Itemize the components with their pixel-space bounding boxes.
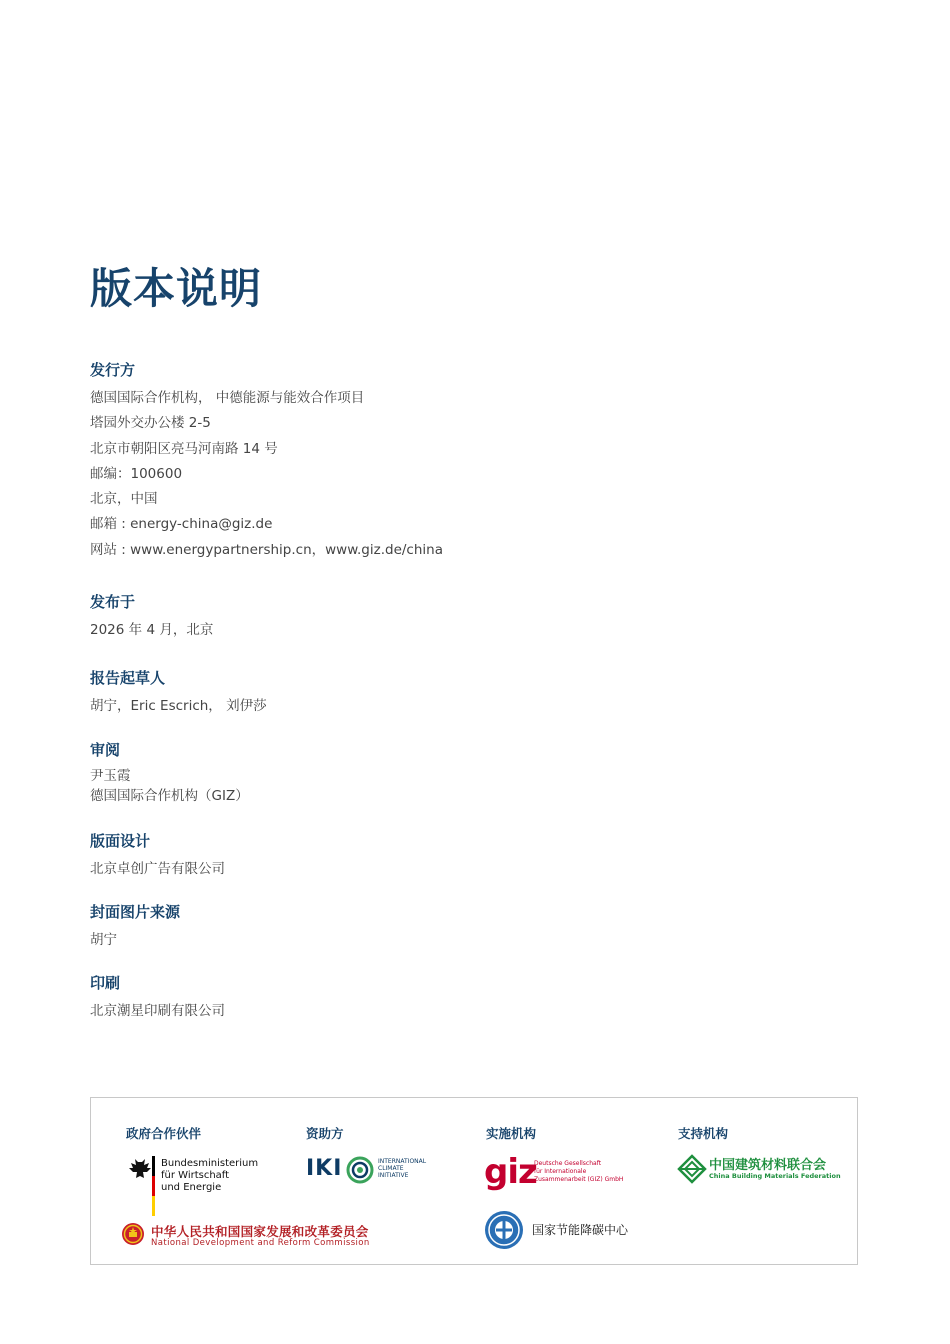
government-partner-heading: 政府合作伙伴 bbox=[126, 1126, 202, 1141]
cbmf-emblem-icon bbox=[677, 1154, 707, 1184]
iki-logo bbox=[306, 1156, 446, 1186]
publisher-website[interactable]: 网站 : www.energypartnership.cn，www.giz.de/china bbox=[90, 541, 443, 558]
funder-heading: 资助方 bbox=[306, 1126, 344, 1141]
iki-subtitle bbox=[378, 1158, 426, 1179]
ndrc-logo bbox=[121, 1222, 381, 1250]
publisher-line: 德国国际合作机构， 中德能源与能效合作项目 bbox=[90, 390, 365, 406]
giz-wordmark: giz bbox=[484, 1152, 537, 1192]
cover-credit: 胡宁 bbox=[90, 932, 117, 948]
authors-heading: 报告起草人 bbox=[90, 669, 166, 687]
publisher-line: 邮编：100600 bbox=[90, 465, 183, 482]
giz-subtitle bbox=[534, 1160, 623, 1184]
bmwk-line: Bundesministerium bbox=[161, 1158, 259, 1169]
design-company: 北京卓创广告有限公司 bbox=[90, 861, 225, 877]
necc-logo bbox=[484, 1210, 664, 1250]
supporter-heading: 支持机构 bbox=[678, 1126, 729, 1141]
publisher-heading: 发行方 bbox=[90, 361, 136, 379]
review-heading: 审阅 bbox=[90, 741, 121, 759]
giz-line: Deutsche Gesellschaft bbox=[534, 1160, 602, 1167]
bmwk-logo bbox=[123, 1156, 273, 1218]
page-title: 版本说明 bbox=[90, 264, 263, 313]
ndrc-name-en: National Development and Reform Commission bbox=[151, 1238, 370, 1248]
reviewer-name: 尹玉霞 bbox=[90, 768, 131, 784]
publisher-line: 塔园外交办公楼 2-5 bbox=[90, 415, 211, 432]
giz-logo bbox=[484, 1152, 634, 1192]
design-heading: 版面设计 bbox=[90, 832, 151, 850]
authors-names: 胡宁，Eric Escrich， 刘伊莎 bbox=[90, 698, 267, 714]
cbmf-name-cn: 中国建筑材料联合会 bbox=[709, 1158, 827, 1173]
iki-line: INTERNATIONAL bbox=[378, 1158, 427, 1165]
published-section bbox=[90, 592, 213, 643]
iki-line: INITIATIVE bbox=[378, 1172, 409, 1179]
cover-section bbox=[90, 902, 180, 953]
publisher-section bbox=[90, 360, 443, 563]
publisher-line: 北京市朝阳区亮马河南路 14 号 bbox=[90, 440, 278, 457]
design-section bbox=[90, 831, 225, 882]
authors-section bbox=[90, 668, 267, 719]
cover-heading: 封面图片来源 bbox=[90, 903, 181, 921]
print-company: 北京潮星印刷有限公司 bbox=[90, 1003, 225, 1019]
partners-box bbox=[90, 1097, 858, 1265]
giz-line: Zusammenarbeit (GIZ) GmbH bbox=[534, 1176, 624, 1183]
review-section bbox=[90, 740, 249, 806]
iki-wordmark: IKI bbox=[306, 1156, 343, 1181]
national-emblem-icon bbox=[121, 1222, 145, 1246]
ndrc-name-cn: 中华人民共和国国家发展和改革委员会 bbox=[151, 1224, 369, 1239]
bmwk-line: für Wirtschaft bbox=[161, 1170, 230, 1181]
reviewer-org: 德国国际合作机构（GIZ） bbox=[90, 788, 249, 804]
iki-ring-icon bbox=[346, 1156, 374, 1184]
published-heading: 发布于 bbox=[90, 593, 136, 611]
necc-name-cn: 国家节能降碳中心 bbox=[532, 1223, 629, 1237]
print-heading: 印刷 bbox=[90, 974, 121, 992]
bmwk-name bbox=[161, 1158, 258, 1194]
bmwk-line: und Energie bbox=[161, 1182, 222, 1193]
published-date: 2026 年 4 月，北京 bbox=[90, 622, 214, 638]
cbmf-logo bbox=[677, 1154, 841, 1186]
implementer-heading: 实施机构 bbox=[486, 1126, 537, 1141]
iki-line: CLIMATE bbox=[378, 1165, 404, 1172]
giz-line: für Internationale bbox=[534, 1168, 587, 1175]
eagle-icon bbox=[123, 1156, 157, 1218]
print-section bbox=[90, 973, 225, 1024]
cbmf-name-en: China Building Materials Federation bbox=[709, 1172, 841, 1180]
publisher-line: 北京，中国 bbox=[90, 491, 158, 508]
publisher-email[interactable]: 邮箱 : energy-china@giz.de bbox=[90, 516, 273, 533]
necc-emblem-icon bbox=[484, 1210, 524, 1250]
